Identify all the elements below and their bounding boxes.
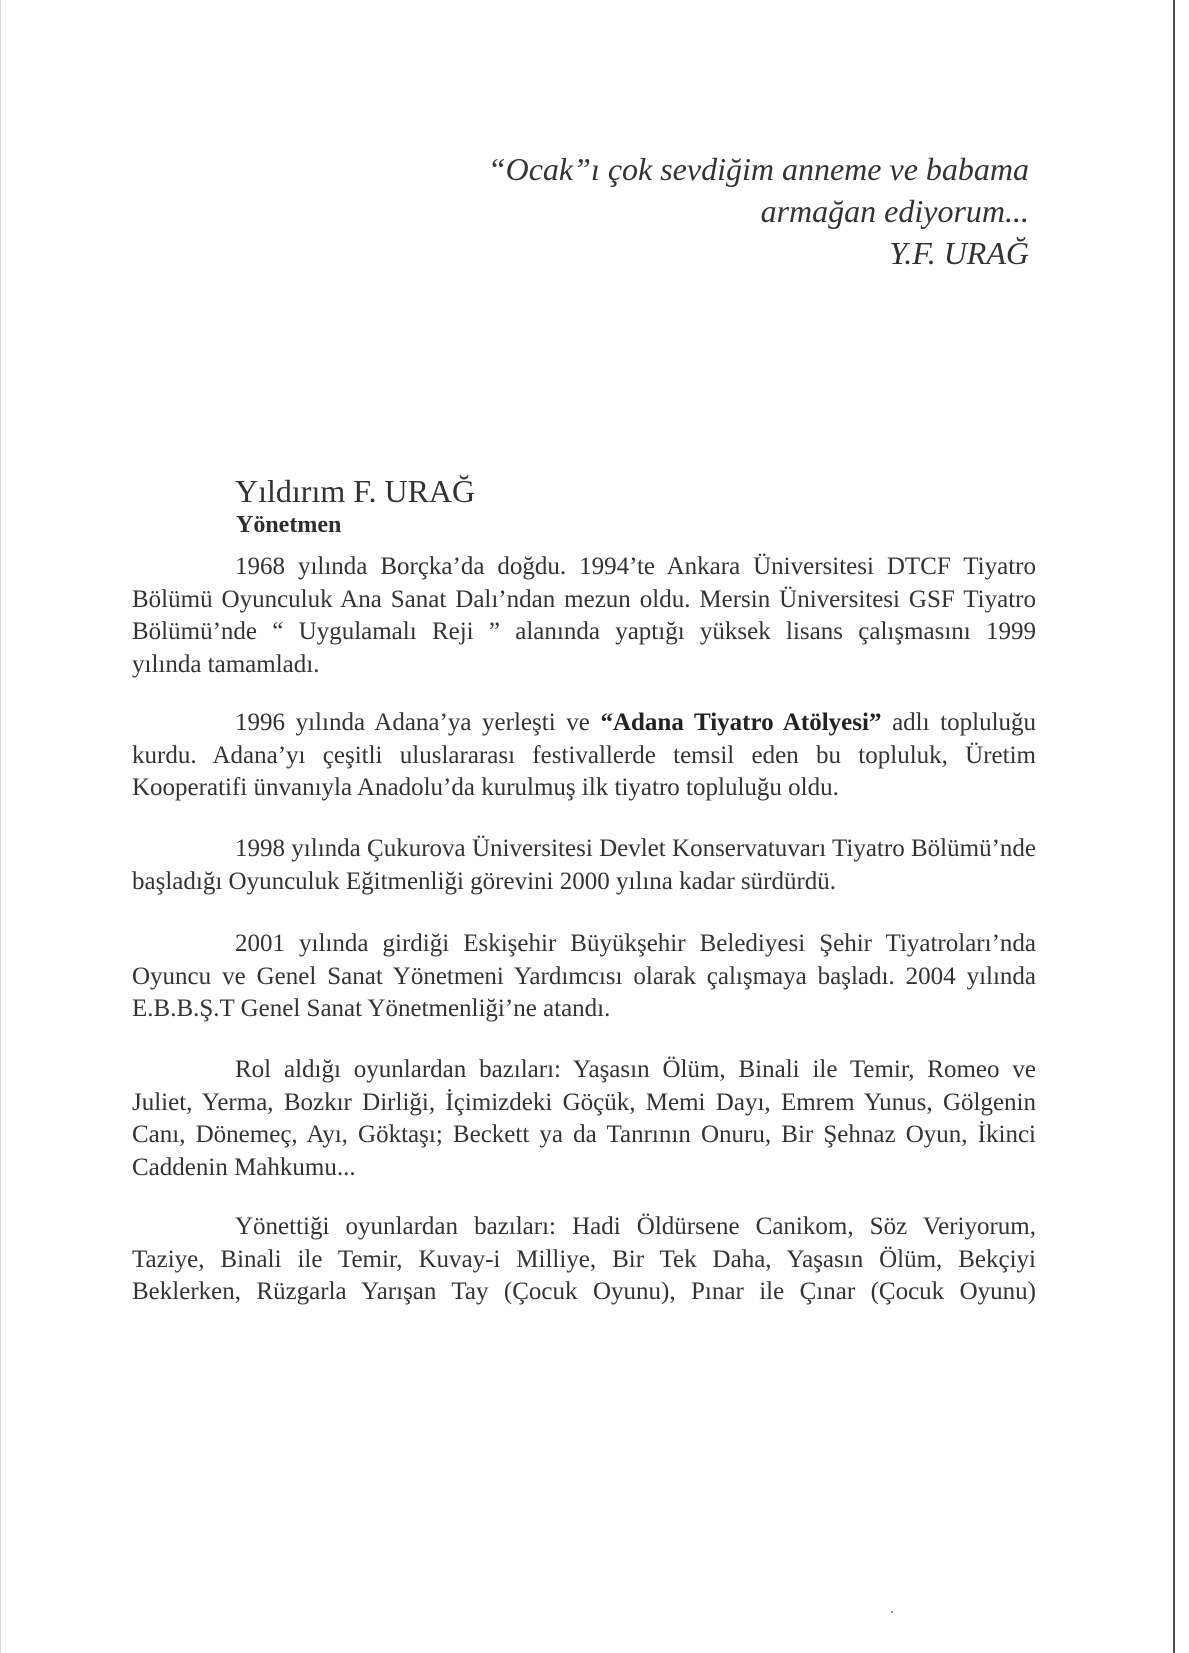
- bio-paragraph-directed: [132, 1211, 1036, 1309]
- text-line: Rol aldığı oyunlardan bazıları: Yaşasın Ölüm, Binali ile Temir, Romeo ve: [235, 1056, 1036, 1083]
- bio-paragraph-2: [132, 707, 1036, 805]
- text-line: kurdu. Adana’yı çeşitli uluslararası festivallerde temsil eden bu topluluk, Üretim: [132, 741, 1036, 769]
- dedication: [329, 148, 1029, 274]
- text-line: 1998 yılında Çukurova Üniversitesi Devlet Konservatuvarı Tiyatro Bölümü’nde: [235, 835, 1036, 862]
- scan-speck: [891, 1611, 893, 1613]
- text-line: 1968 yılında Borçka’da doğdu. 1994’te Ankara Üniversitesi DTCF Tiyatro: [235, 553, 1036, 580]
- text-line: Bölümü’nde “ Uygulamalı Reji ” alanında yaptığı yüksek lisans çalışmasını 1999: [132, 618, 1036, 645]
- text-run: 1996 yılında Adana’ya yerleşti ve: [235, 709, 601, 736]
- bio-paragraph-4: [132, 928, 1036, 1026]
- text-line: Yönettiği oyunlardan bazıları: Hadi Öldürsene Canikom, Söz Veriyorum,: [235, 1213, 1036, 1240]
- text-run: adlı topluluğu: [881, 709, 1037, 736]
- author-name: Yıldırım F. URAĞ: [235, 473, 476, 509]
- text-line: Bölümü Oyunculuk Ana Sanat Dalı’ndan mezun oldu. Mersin Üniversitesi GSF Tiyatro: [132, 585, 1036, 613]
- dedication-signature: Y.F. URAĞ: [889, 235, 1029, 271]
- dedication-line-2: armağan ediyorum...: [760, 193, 1029, 229]
- author-role: Yönetmen: [236, 512, 342, 538]
- bio-paragraph-roles: [132, 1054, 1036, 1184]
- scan-right-edge: [1173, 0, 1175, 1653]
- text-line: E.B.B.Ş.T Genel Sanat Yönetmenliği’ne atandı.: [132, 995, 611, 1022]
- text-line: Beklerken, Rüzgarla Yarışan Tay (Çocuk Oyunu), Pınar ile Çınar (Çocuk Oyunu): [132, 1278, 1036, 1305]
- bio-paragraph-1: [132, 551, 1036, 681]
- dedication-line-1: “Ocak”ı çok sevdiğim anneme ve babama: [487, 151, 1029, 187]
- text-line: yılında tamamladı.: [132, 650, 320, 678]
- text-line: Taziye, Binali ile Temir, Kuvay-i Milliye, Bir Tek Daha, Yaşasın Ölüm, Bekçiyi: [132, 1245, 1036, 1273]
- text-line: Caddenin Mahkumu...: [132, 1153, 356, 1181]
- text-line: [132, 707, 1036, 740]
- text-line: Kooperatifi ünvanıyla Anadolu’da kurulmuş ilk tiyatro topluluğu oldu.: [132, 774, 839, 801]
- bio-paragraph-3: [132, 833, 1036, 898]
- text-line: başladığı Oyunculuk Eğitmenliği görevini 2000 yılına kadar sürdürdü.: [132, 867, 837, 895]
- text-line: Juliet, Yerma, Bozkır Dirliği, İçimizdeki Göçük, Memi Dayı, Emrem Yunus, Gölgenin: [132, 1088, 1036, 1116]
- text-line: Oyuncu ve Genel Sanat Yönetmeni Yardımcısı olarak çalışmaya başladı. 2004 yılında: [132, 962, 1036, 990]
- text-line: Canı, Dönemeç, Ayı, Göktaşı; Beckett ya da Tanrının Onuru, Bir Şehnaz Oyun, İkinci: [132, 1121, 1036, 1148]
- scan-left-edge: [0, 0, 1, 1653]
- troupe-name: “Adana Tiyatro Atölyesi”: [600, 709, 882, 736]
- text-line: 2001 yılında girdiği Eskişehir Büyükşehir Belediyesi Şehir Tiyatroları’nda: [235, 930, 1036, 957]
